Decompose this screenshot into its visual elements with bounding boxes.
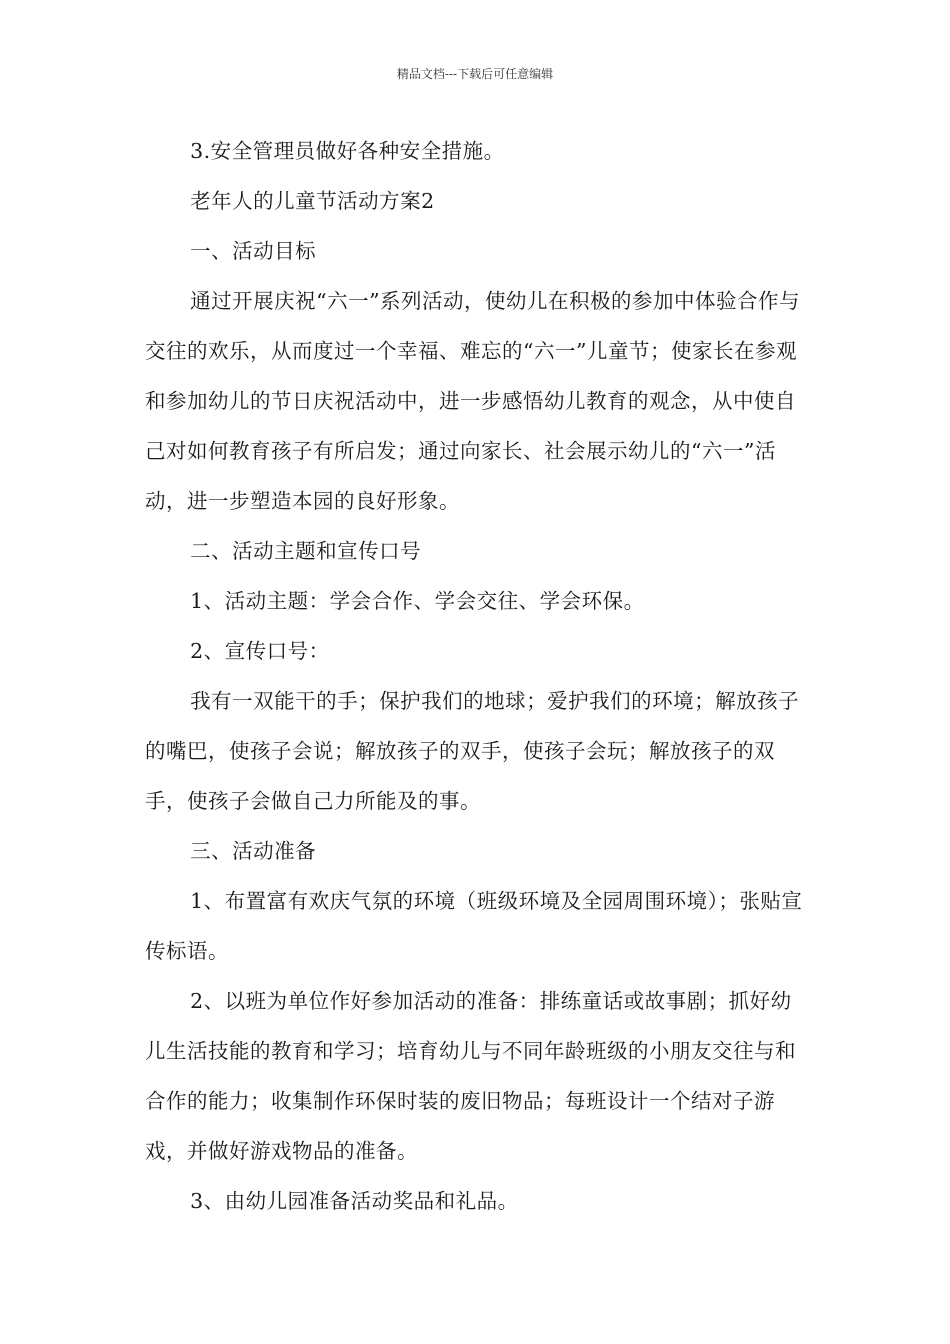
heading-preparation: 三、活动准备 [190,839,317,863]
paragraph-slogan: 我有一双能干的手；保护我们的地球；爱护我们的环境；解放孩子的嘴巴，使孩子会说；解放孩子的双手，使孩子会玩；解放孩子的双手，使孩子会做自己力所能及的事。 [145,689,800,813]
section-title: 老年人的儿童节活动方案2 [190,189,435,213]
paragraph-safety-note: 3.安全管理员做好各种安全措施。 [190,139,505,163]
paragraph-activity-goal: 通过开展庆祝“六一”系列活动，使幼儿在积极的参加中体验合作与交往的欢乐，从而度过一个幸福、难忘的“六一”儿童节；使家长在参观和参加幼儿的节日庆祝活动中，进一步感悟幼儿教育的观念，从中使自己对如何教育孩子有所启发；通过向家长、社会展示幼儿的“六一”活动，进一步塑造本园的良好形象。 [145,289,801,513]
paragraph-preparation-1: 1、布置富有欢庆气氛的环境（班级环境及全园周围环境）；张贴宣传标语。 [145,889,803,963]
paragraph-slogan-label: 2、宣传口号： [190,639,330,663]
page-header: 精品文档---下载后可任意编辑 [396,67,554,81]
heading-activity-goal: 一、活动目标 [190,239,317,263]
paragraph-theme: 1、活动主题：学会合作、学会交往、学会环保。 [190,589,645,613]
paragraph-preparation-2: 2、以班为单位作好参加活动的准备：排练童话或故事剧；抓好幼儿生活技能的教育和学习；培育幼儿与不同年龄班级的小朋友交往与和合作的能力；收集制作环保时装的废旧物品；每班设计一个结对子游戏，并做好游戏物品的准备。 [145,989,796,1163]
heading-theme-slogan: 二、活动主题和宣传口号 [190,539,422,563]
document-body [145,126,807,1226]
paragraph-preparation-3: 3、由幼儿园准备活动奖品和礼品。 [190,1189,519,1213]
